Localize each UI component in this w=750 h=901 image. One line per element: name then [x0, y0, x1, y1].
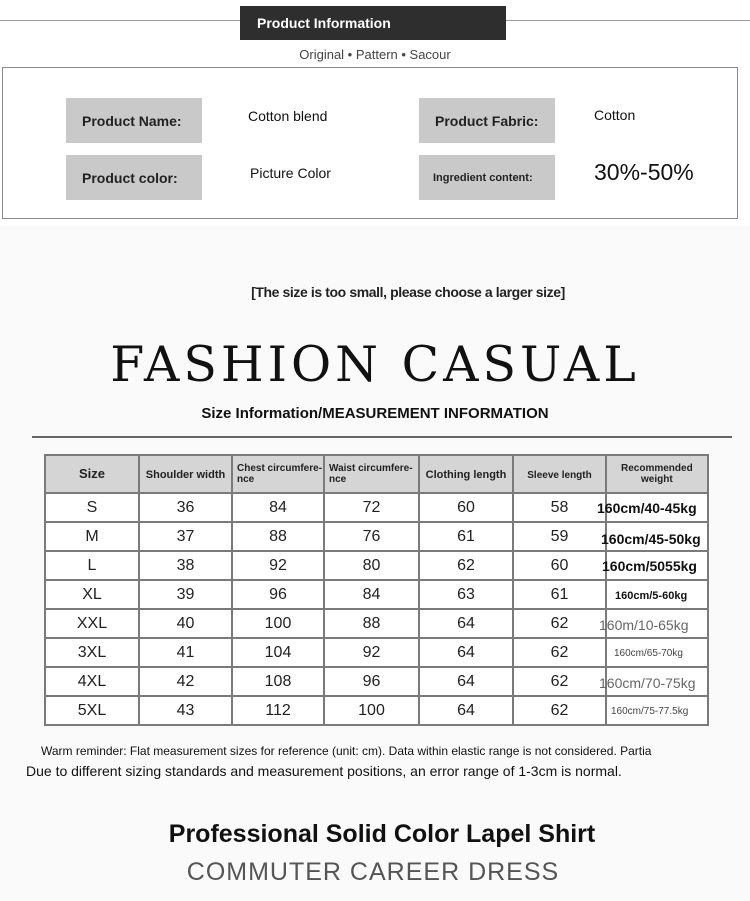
product-subtitle: COMMUTER CAREER DRESS: [186, 858, 560, 886]
cell-length: 64: [419, 638, 513, 667]
column-header-size: Size: [45, 455, 139, 493]
cell-waist: 80: [324, 551, 419, 580]
cell-length: 64: [419, 609, 513, 638]
cell-sleeve: 62: [513, 638, 606, 667]
product-title: Professional Solid Color Lapel Shirt: [168, 820, 596, 848]
cell-waist: 76: [324, 522, 419, 551]
cell-length: 62: [419, 551, 513, 580]
cell-size: 3XL: [45, 638, 139, 667]
column-header-weight: Recommended weight: [606, 455, 708, 493]
recommended-weight-value: 160cm/65-70kg: [614, 648, 683, 659]
cell-sleeve: 59: [513, 522, 606, 551]
cell-waist: 100: [324, 696, 419, 725]
size-notice: [The size is too small, please choose a larger size]: [251, 284, 565, 300]
recommended-weight-value: 160m/10-65kg: [599, 617, 689, 633]
product-name-label: Product Name:: [66, 98, 202, 143]
table-row: [45, 580, 708, 609]
recommended-weight-value: 160cm/45-50kg: [601, 531, 701, 547]
cell-waist: 72: [324, 493, 419, 522]
cell-sleeve: 58: [513, 493, 606, 522]
cell-sleeve: 62: [513, 609, 606, 638]
fashion-casual-heading: FASHION CASUAL: [110, 336, 640, 393]
product-color-label: Product color:: [66, 155, 202, 200]
cell-waist: 88: [324, 609, 419, 638]
product-name-value: Cotton blend: [248, 108, 328, 124]
cell-shoulder: 38: [139, 551, 232, 580]
error-range-note: Due to different sizing standards and measurement positions, an error range of 1-3cm is normal.: [26, 763, 622, 779]
table-row: [45, 638, 708, 667]
cell-sleeve: 62: [513, 667, 606, 696]
recommended-weight-value: 160cm/75-77.5kg: [611, 706, 689, 717]
cell-shoulder: 42: [139, 667, 232, 696]
header-divider-left: [0, 20, 240, 21]
cell-size: S: [45, 493, 139, 522]
section-divider: [32, 436, 732, 438]
cell-waist: 84: [324, 580, 419, 609]
product-fabric-value: Cotton: [594, 107, 636, 123]
cell-length: 64: [419, 696, 513, 725]
table-row: [45, 696, 708, 725]
recommended-weight-value: 160cm/40-45kg: [597, 500, 697, 516]
cell-shoulder: 39: [139, 580, 232, 609]
cell-chest: 100: [232, 609, 324, 638]
recommended-weight-value: 160cm/70-75kg: [599, 675, 696, 691]
cell-waist: 96: [324, 667, 419, 696]
product-color-value: Picture Color: [250, 165, 331, 181]
cell-shoulder: 40: [139, 609, 232, 638]
cell-size: 4XL: [45, 667, 139, 696]
cell-length: 63: [419, 580, 513, 609]
cell-sleeve: 60: [513, 551, 606, 580]
cell-chest: 112: [232, 696, 324, 725]
cell-chest: 108: [232, 667, 324, 696]
recommended-weight-value: 160cm/5-60kg: [615, 590, 688, 602]
column-header-sleeve: Sleeve length: [513, 455, 606, 493]
recommended-weight-value: 160cm/5055kg: [602, 558, 697, 574]
product-info-box: [2, 67, 738, 219]
cell-shoulder: 36: [139, 493, 232, 522]
cell-shoulder: 43: [139, 696, 232, 725]
cell-size: 5XL: [45, 696, 139, 725]
cell-chest: 104: [232, 638, 324, 667]
cell-chest: 92: [232, 551, 324, 580]
cell-size: XL: [45, 580, 139, 609]
column-header-length: Clothing length: [419, 455, 513, 493]
column-header-shoulder: Shoulder width: [139, 455, 232, 493]
cell-chest: 96: [232, 580, 324, 609]
ingredient-content-label: Ingredient content:: [419, 155, 555, 200]
cell-size: L: [45, 551, 139, 580]
cell-chest: 88: [232, 522, 324, 551]
cell-sleeve: 61: [513, 580, 606, 609]
column-header-waist: Waist circumfere-nce: [324, 455, 419, 493]
column-header-chest: Chest circumfere-nce: [232, 455, 324, 493]
header-divider-right: [506, 20, 750, 21]
cell-waist: 92: [324, 638, 419, 667]
cell-length: 61: [419, 522, 513, 551]
cell-size: XXL: [45, 609, 139, 638]
ingredient-content-value: 30%-50%: [594, 159, 694, 185]
product-information-tab: Product Information: [240, 6, 506, 40]
product-fabric-label: Product Fabric:: [419, 98, 555, 143]
cell-shoulder: 37: [139, 522, 232, 551]
cell-length: 60: [419, 493, 513, 522]
cell-sleeve: 62: [513, 696, 606, 725]
warm-reminder: Warm reminder: Flat measurement sizes for reference (unit: cm). Data within elastic range is not considered. Partia: [41, 744, 652, 758]
cell-size: M: [45, 522, 139, 551]
cell-chest: 84: [232, 493, 324, 522]
header-subtitle: Original • Pattern • Sacour: [299, 47, 451, 62]
cell-length: 64: [419, 667, 513, 696]
size-information-heading: Size Information/MEASUREMENT INFORMATION: [201, 405, 549, 422]
cell-shoulder: 41: [139, 638, 232, 667]
